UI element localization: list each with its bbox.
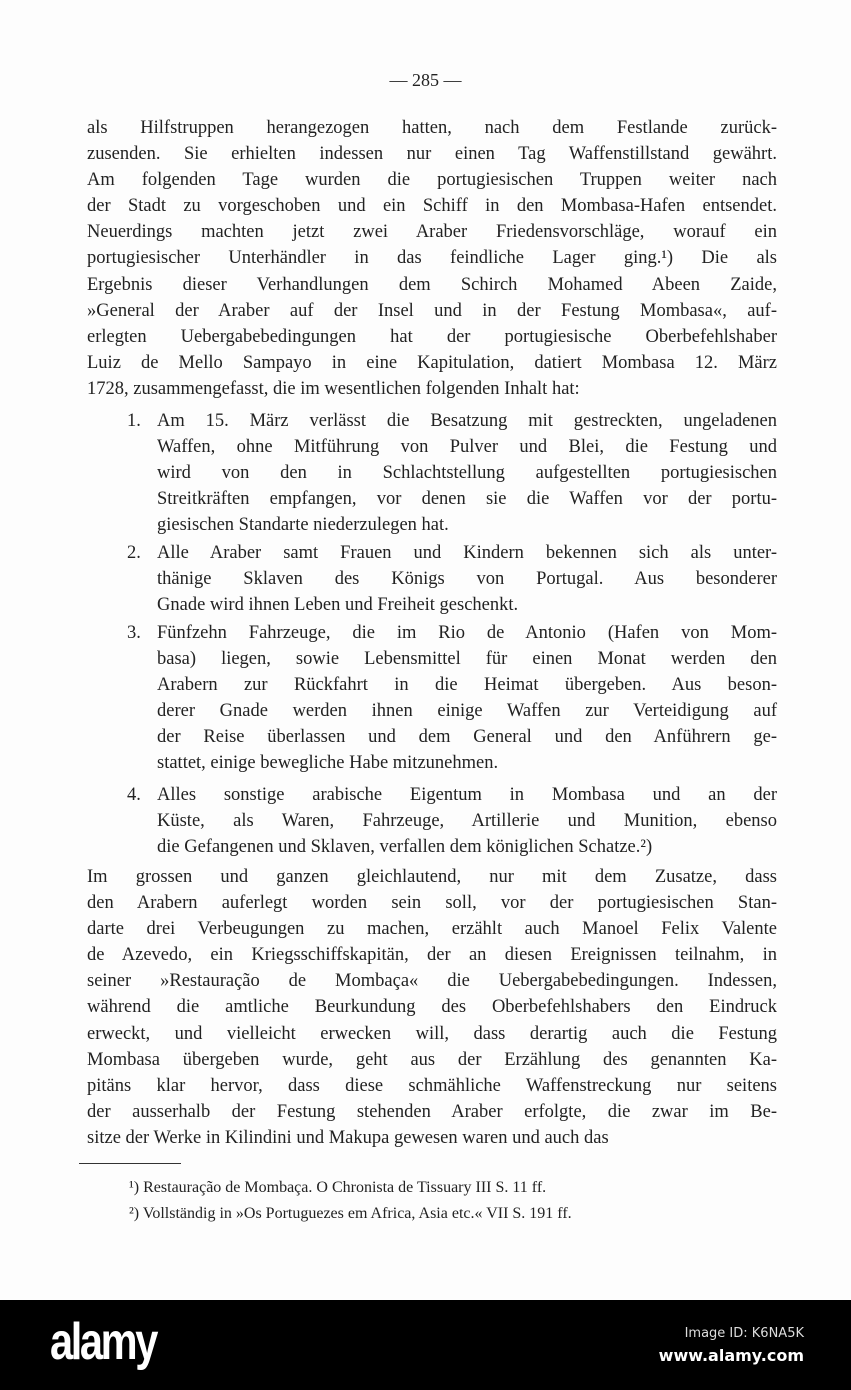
text-line: seiner »Restauração de Mombaça« die Uebergabebedingungen. Indessen, [87, 971, 777, 992]
watermark-banner [0, 1300, 851, 1390]
text-line: der ausserhalb der Festung stehenden Araber erfolgte, die zwar im Be- [87, 1101, 777, 1122]
list-text [157, 620, 777, 777]
text-line: Alles sonstige arabische Eigentum in Mombasa und an der [157, 785, 777, 805]
text-line: die Gefangenen und Sklaven, verfallen dem königlichen Schatze.²) [157, 837, 653, 858]
text-line: Fünfzehn Fahrzeuge, die im Rio de Antonio (Hafen von Mom- [157, 623, 777, 643]
text-line: darte drei Verbeugungen zu machen, erzählt auch Manoel Felix Valente [87, 919, 777, 940]
text-line: thänige Sklaven des Königs von Portugal. Aus besonderer [157, 569, 777, 590]
text-line: erweckt, und vielleicht erwecken will, dass derartig auch die Festung [87, 1023, 777, 1044]
footnote-1: ¹) Restauração de Mombaça. O Chronista de Tissuary III S. 11 ff. [129, 1179, 547, 1196]
text-line: Streitkräften empfangen, vor denen sie die Waffen vor der portu- [157, 489, 777, 510]
text-line: stattet, einige bewegliche Habe mitzunehmen. [157, 753, 499, 774]
text-line: Küste, als Waren, Fahrzeuge, Artillerie und Munition, ebenso [157, 811, 777, 832]
text-line: Gnade wird ihnen Leben und Freiheit geschenkt. [157, 595, 519, 616]
text-line: Neuerdings machten jetzt zwei Araber Friedensvorschläge, worauf ein [87, 222, 777, 243]
text-line: 1728, zusammengefasst, die im wesentlichen folgenden Inhalt hat: [87, 378, 580, 399]
page-number: — 285 — [389, 70, 462, 90]
text-line: Ergebnis dieser Verhandlungen dem Schirch Mohamed Abeen Zaide, [87, 274, 777, 295]
list-number: 2. [127, 543, 141, 563]
text-line: pitäns klar hervor, dass diese schmähliche Waffenstreckung nur seitens [87, 1075, 777, 1096]
text-line: Arabern zur Rückfahrt in die Heimat übergeben. Aus beson- [157, 675, 777, 696]
list-number: 1. [127, 411, 141, 431]
list-number: 4. [127, 785, 141, 805]
text-line: de Azevedo, ein Kriegsschiffskapitän, der an diesen Ereignissen teilnahm, in [87, 945, 777, 966]
text-line: derer Gnade werden ihnen einige Waffen zur Verteidigung auf [157, 701, 777, 722]
text-line: den Arabern auferlegt worden sein soll, vor der portugiesischen Stan- [87, 893, 777, 914]
text-line: Waffen, ohne Mitführung von Pulver und Blei, die Festung und [157, 437, 777, 458]
text-line: Am folgenden Tage wurden die portugiesischen Truppen weiter nach [87, 170, 777, 191]
text-line: als Hilfstruppen herangezogen hatten, nach dem Festlande zurück- [87, 118, 777, 138]
list-text [157, 782, 777, 860]
text-line: der Stadt zu vorgeschoben und ein Schiff in den Mombasa-Hafen entsendet. [87, 196, 777, 217]
text-line: der Reise überlassen und dem General und den Anführern ge- [157, 727, 777, 748]
text-line: Am 15. März verlässt die Besatzung mit gestreckten, ungeladenen [157, 411, 777, 431]
site-url[interactable]: www.alamy.com [658, 1346, 804, 1365]
image-id: Image ID: K6NA5K [684, 1326, 804, 1341]
text-line: Mombasa übergeben wurde, geht aus der Erzählung des genannten Ka- [87, 1049, 777, 1070]
list-text [157, 540, 777, 618]
alamy-logo: alamy [50, 1313, 156, 1371]
text-line: Alle Araber samt Frauen und Kindern bekennen sich als unter- [157, 543, 777, 563]
text-line: basa) liegen, sowie Lebensmittel für einen Monat werden den [157, 649, 777, 670]
text-line: erlegten Uebergabebedingungen hat der portugiesische Oberbefehlshaber [87, 326, 777, 347]
text-line: giesischen Standarte niederzulegen hat. [157, 515, 449, 536]
text-line: »General der Araber auf der Insel und in der Festung Mombasa«, auf- [87, 300, 777, 321]
paragraph-1 [87, 115, 777, 402]
text-line: wird von den in Schlachtstellung aufgestellten portugiesischen [157, 463, 777, 484]
text-line: zusenden. Sie erhielten indessen nur einen Tag Waffenstillstand gewährt. [87, 144, 777, 165]
footnote-divider [79, 1163, 181, 1164]
footnote-2: ²) Vollständig in »Os Portuguezes em Africa, Asia etc.« VII S. 191 ff. [129, 1205, 572, 1222]
text-line: sitze der Werke in Kilindini und Makupa gewesen waren und auch das [87, 1127, 609, 1148]
list-number: 3. [127, 623, 141, 643]
text-line: Luiz de Mello Sampayo in eine Kapitulation, datiert Mombasa 12. März [87, 352, 777, 373]
text-line: Im grossen und ganzen gleichlautend, nur mit dem Zusatze, dass [87, 867, 777, 887]
text-line: während die amtliche Beurkundung des Oberbefehlshabers den Eindruck [87, 997, 777, 1018]
text-line: portugiesischer Unterhändler in das feindliche Lager ging.¹) Die als [87, 248, 777, 269]
paragraph-2 [87, 864, 777, 1151]
list-text [157, 408, 777, 538]
